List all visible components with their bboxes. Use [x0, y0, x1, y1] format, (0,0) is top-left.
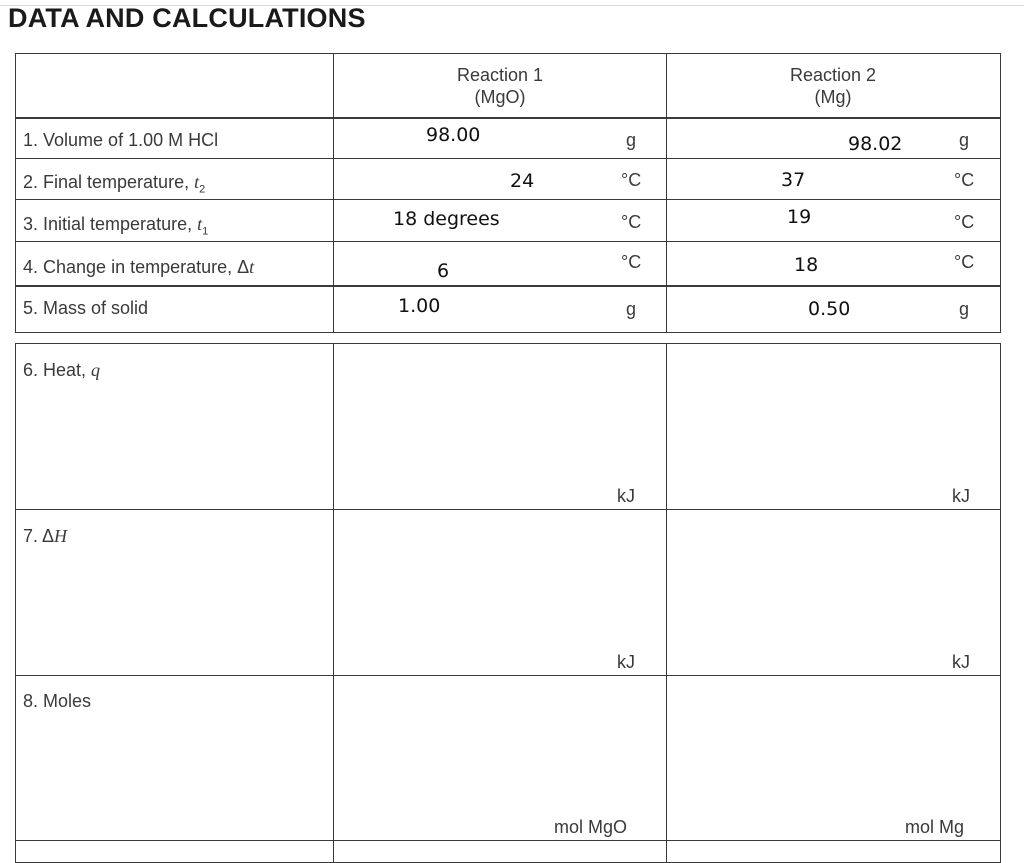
- r2-delta-h-unit: kJ: [952, 652, 970, 672]
- r1-heat-unit: kJ: [617, 486, 635, 506]
- r2-heat-unit: kJ: [952, 486, 970, 506]
- row-divider: [15, 199, 1001, 200]
- r1-temp-change-unit: °C: [621, 252, 642, 272]
- r1-mass-value[interactable]: 1.00: [398, 295, 441, 317]
- row-label-mass: 5. Mass of solid: [23, 298, 149, 318]
- r2-volume-value[interactable]: 98.02: [848, 133, 903, 155]
- r2-final-temp-unit: °C: [954, 170, 975, 190]
- r2-moles-answer-area[interactable]: [673, 682, 993, 832]
- r2-initial-temp-value[interactable]: 19: [787, 206, 812, 228]
- r1-moles-unit: mol MgO: [554, 817, 628, 837]
- reaction-2-formula: (Mg): [814, 87, 852, 107]
- reaction-1-formula: (MgO): [474, 87, 526, 107]
- page-title: DATA AND CALCULATIONS: [8, 3, 366, 33]
- r1-mass-unit: g: [626, 299, 637, 319]
- r2-moles-unit: mol Mg: [905, 817, 965, 837]
- r2-heat-answer-area[interactable]: [673, 350, 993, 500]
- r1-heat-answer-area[interactable]: [340, 350, 660, 500]
- r2-mass-unit: g: [959, 299, 970, 319]
- row-divider: [15, 241, 1001, 242]
- reaction-1-title: Reaction 1: [456, 65, 544, 85]
- r2-temp-change-value[interactable]: 18: [794, 254, 819, 276]
- r1-moles-answer-area[interactable]: [340, 682, 660, 832]
- reaction-2-header: [733, 64, 933, 108]
- header-divider: [15, 117, 1001, 119]
- calc-col-divider-1: [333, 343, 334, 863]
- r1-delta-h-answer-area[interactable]: [340, 516, 660, 666]
- row-divider: [15, 285, 1001, 287]
- calc-label-delta-h: 7. ΔH: [23, 526, 68, 546]
- col-divider-2: [666, 53, 667, 333]
- r1-initial-temp-unit: °C: [621, 212, 642, 232]
- r2-volume-unit: g: [959, 130, 970, 150]
- r2-delta-h-answer-area[interactable]: [673, 516, 993, 666]
- reaction-1-header: [400, 64, 600, 108]
- r1-volume-value[interactable]: 98.00: [426, 124, 481, 146]
- r1-initial-temp-value[interactable]: 18 degrees: [393, 208, 500, 230]
- r2-temp-change-unit: °C: [954, 252, 975, 272]
- r1-final-temp-unit: °C: [621, 170, 642, 190]
- row-label-initial-temp: 3. Initial temperature, $t_1$: [23, 214, 209, 238]
- calc-label-heat: 6. Heat, q: [23, 360, 101, 380]
- calc-col-divider-2: [666, 343, 667, 863]
- calc-row-divider: [15, 840, 1001, 841]
- r1-delta-h-unit: kJ: [617, 652, 635, 672]
- row-label-temp-change: 4. Change in temperature, Δt: [23, 257, 255, 277]
- row-label-volume: 1. Volume of 1.00 M HCl: [23, 130, 219, 150]
- r2-mass-value[interactable]: 0.50: [808, 298, 851, 320]
- r1-volume-unit: g: [626, 130, 637, 150]
- r2-final-temp-value[interactable]: 37: [781, 169, 806, 191]
- r1-temp-change-value[interactable]: 6: [437, 260, 450, 282]
- r1-final-temp-value[interactable]: 24: [510, 170, 535, 192]
- row-divider: [15, 158, 1001, 159]
- calc-label-moles: 8. Moles: [23, 691, 92, 711]
- r2-initial-temp-unit: °C: [954, 212, 975, 232]
- calc-row-divider: [15, 509, 1001, 510]
- row-label-final-temp: 2. Final temperature, $t_2$: [23, 172, 206, 196]
- col-divider-1: [333, 53, 334, 333]
- calc-row-divider: [15, 675, 1001, 676]
- reaction-2-title: Reaction 2: [789, 65, 877, 85]
